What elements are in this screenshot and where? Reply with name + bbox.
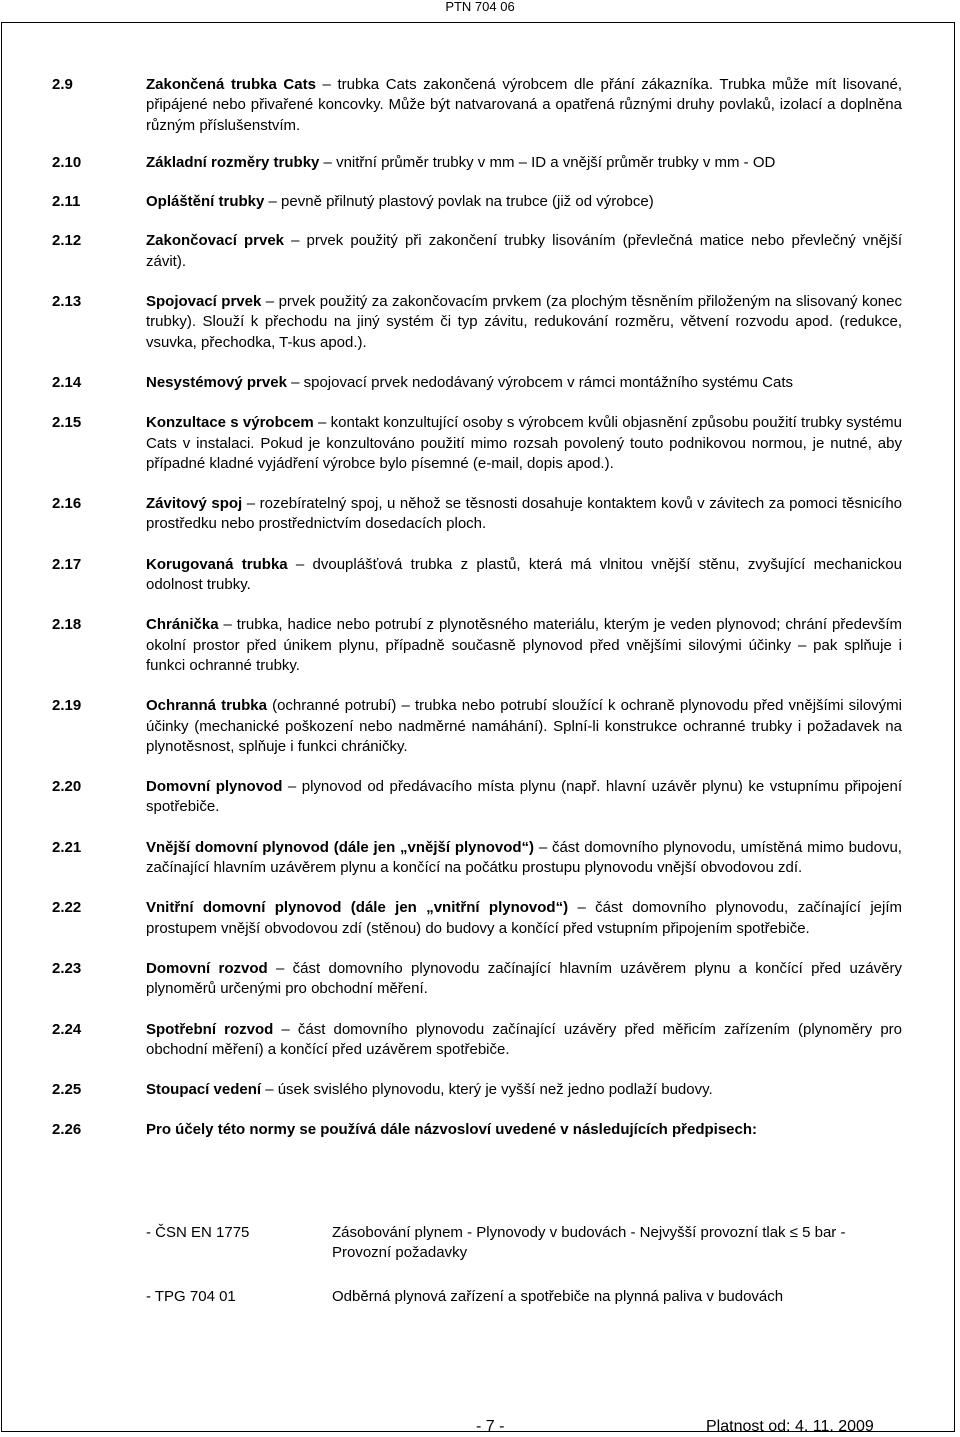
section-number: 2.22 [52,899,82,917]
definition-2-23 [52,959,902,1000]
definition-2-11 [52,192,902,212]
section-text: (ochranné potrubí) – trubka nebo potrubí sloužící k ochraně plynovodu před vnějšími silovými účinky (mechanické poškození nebo nadměrné namáhání). Splní-li konstrukce ochranné trubky i požadavek na plynotěsnost, splňuje i funkci chráničky. [146,697,902,755]
section-term: Vnější domovní plynovod (dále jen „vnější plynovod“) [146,838,535,856]
section-text: – část domovního plynovodu, začínající jejím prostupem vnější obvodovou zdí (stěnou) do budovy a končící před vstupním připojením spotřebiče. [146,899,902,937]
section-term: Konzultace s výrobcem [146,414,314,432]
page-number: - 7 - [476,1418,505,1435]
definition-2-24 [52,1020,902,1061]
section-text: – část domovního plynovodu, umístěná mimo budovu, začínající hlavním uzávěrem plynu a končící na počátku prostupu plynovodu vnější obvodovou zdí. [146,838,902,877]
definition-2-25 [52,1080,902,1100]
definition-2-14 [52,373,902,393]
section-term: Zakončovací prvek [146,232,284,250]
section-text: – prvek použitý při zakončení trubky lisováním (převlečná matice nebo převlečný vnější závit). [146,232,902,270]
definition-2-15 [52,413,902,474]
reference-code: - TPG 704 01 [146,1287,236,1305]
section-number: 2.26 [52,1121,82,1139]
definition-2-22 [52,898,902,939]
section-number: 2.12 [52,232,82,250]
section-number: 2.19 [52,697,82,715]
section-text: – kontakt konzultující osoby s výrobcem kvůli objasnění způsobu použití trubky systému Cats v instalaci. Pokud je konzultováno použití mimo rozsah povolený touto podnikovou normou, je nutné, aby případné kladné vyjádření výrobce bylo písemné (e-mail, dopis apod.). [146,414,902,472]
definition-2-19 [52,696,902,757]
section-number: 2.15 [52,414,82,432]
section-text: – prvek použitý za zakončovacím prvkem (za plochým těsněním přiloženým na slisovaný konec trubky). Slouží k přechodu na jiný systém či typ závitu, redukování rozměru, větvení rozvodu apod. (redukce, vsuvka, přechodka, T-kus apod.). [146,293,902,351]
definition-2-13 [52,292,902,353]
definition-2-20 [52,777,902,818]
definition-2-9 [52,75,902,136]
section-term: Závitový spoj [146,495,243,513]
reference-item [146,1287,886,1307]
reference-title: Zásobování plynem - Plynovody v budovách - Nejvyšší provozní tlak ≤ 5 bar - Provozní požadavky [332,1224,846,1262]
section-text: – rozebíratelný spoj, u něhož se těsnosti dosahuje kontaktem kovů v závitech za pomoci těsnicího prostředku nebo prostřednictvím dosedacích ploch. [146,495,903,533]
section-number: 2.21 [52,838,82,856]
section-text: – část domovního plynovodu začínající uzávěry před měřicím zařízením (plynoměry pro obchodní měření) a končící před uzávěrem spotřebiče. [146,1020,903,1058]
section-number: 2.23 [52,959,82,977]
reference-code: - ČSN EN 1775 [146,1224,250,1241]
definitions-list [52,75,902,1161]
section-text: – vnitřní průměr trubky v mm – ID a vnější průměr trubky v mm - OD [319,153,776,171]
definition-2-18 [52,615,902,676]
section-number: 2.25 [52,1081,82,1099]
definition-2-26 [52,1120,902,1140]
section-number: 2.20 [52,778,82,796]
validity-date: Platnost od: 4. 11. 2009 [706,1418,874,1435]
definition-2-16 [52,494,902,535]
section-term: Spojovací prvek [146,293,262,311]
section-number: 2.17 [52,555,82,573]
section-term: Opláštění trubky [146,193,265,211]
document-code: PTN 704 06 [445,0,515,14]
definition-2-17 [52,555,902,596]
section-term: Nesystémový prvek [146,373,287,391]
section-number: 2.14 [52,373,82,391]
section-number: 2.18 [52,616,82,634]
reference-title: Odběrná plynová zařízení a spotřebiče na plynná paliva v budovách [332,1287,784,1305]
section-term: Korugovaná trubka [146,555,288,573]
section-text: – část domovního plynovodu začínající hlavním uzávěrem plynu a končící před uzávěry plynoměrů určenými pro obchodní měření. [146,959,902,998]
section-text: – plynovod od předávacího místa plynu (např. hlavní uzávěr plynu) ke vstupnímu připojení spotřebiče. [146,778,902,816]
section-number: 2.16 [52,495,82,513]
section-term: Spotřební rozvod [146,1020,274,1038]
section-term: Vnitřní domovní plynovod (dále jen „vnitřní plynovod“) [146,899,569,917]
section-term: Základní rozměry trubky [146,153,320,171]
section-number: 2.11 [52,193,81,211]
section-term: Domovní plynovod [146,778,283,796]
section-term: Pro účely této normy se používá dále názvosloví uvedené v následujících předpisech: [146,1121,758,1139]
section-term: Stoupací vedení [146,1081,262,1099]
section-text: – dvouplášťová trubka z plastů, která má vlnitou vnější stěnu, zvyšující mechanickou odolnost trubky. [146,555,902,594]
section-term: Ochranná trubka [146,697,267,715]
reference-item [146,1223,886,1264]
section-number: 2.10 [52,153,82,171]
section-term: Chránička [146,616,219,634]
section-term: Zakončená trubka Cats [146,76,316,93]
reference-list [146,1223,886,1330]
section-text: – úsek svislého plynovodu, který je vyšší než jedno podlaží budovy. [261,1081,713,1099]
definition-2-21 [52,838,902,879]
section-text: – spojovací prvek nedodávaný výrobcem v rámci montážního systému Cats [286,373,793,391]
section-text: – trubka Cats zakončená výrobcem dle přání zákazníka. Trubka může mít lisované, připájené nebo přivařené koncovky. Může být natvarovaná a opatřená různými druhy povlaků, izolací a doplněna různým příslušenstvím. [146,76,902,134]
definition-2-10 [52,153,902,173]
section-text: – trubka, hadice nebo potrubí z plynotěsného materiálu, kterým je veden plynovod; chrání především okolní prostor před únikem plynu, případně současně plynovod před vnějšími silovými účinky – pak splňuje i funkci ochranné trubky. [146,616,902,674]
section-term: Domovní rozvod [146,959,268,977]
section-number: 2.13 [52,293,82,311]
section-number: 2.24 [52,1020,82,1038]
definition-2-12 [52,231,902,272]
section-text: – pevně přilnutý plastový povlak na trubce (již od výrobce) [264,193,654,211]
section-number: 2.9 [52,76,73,93]
